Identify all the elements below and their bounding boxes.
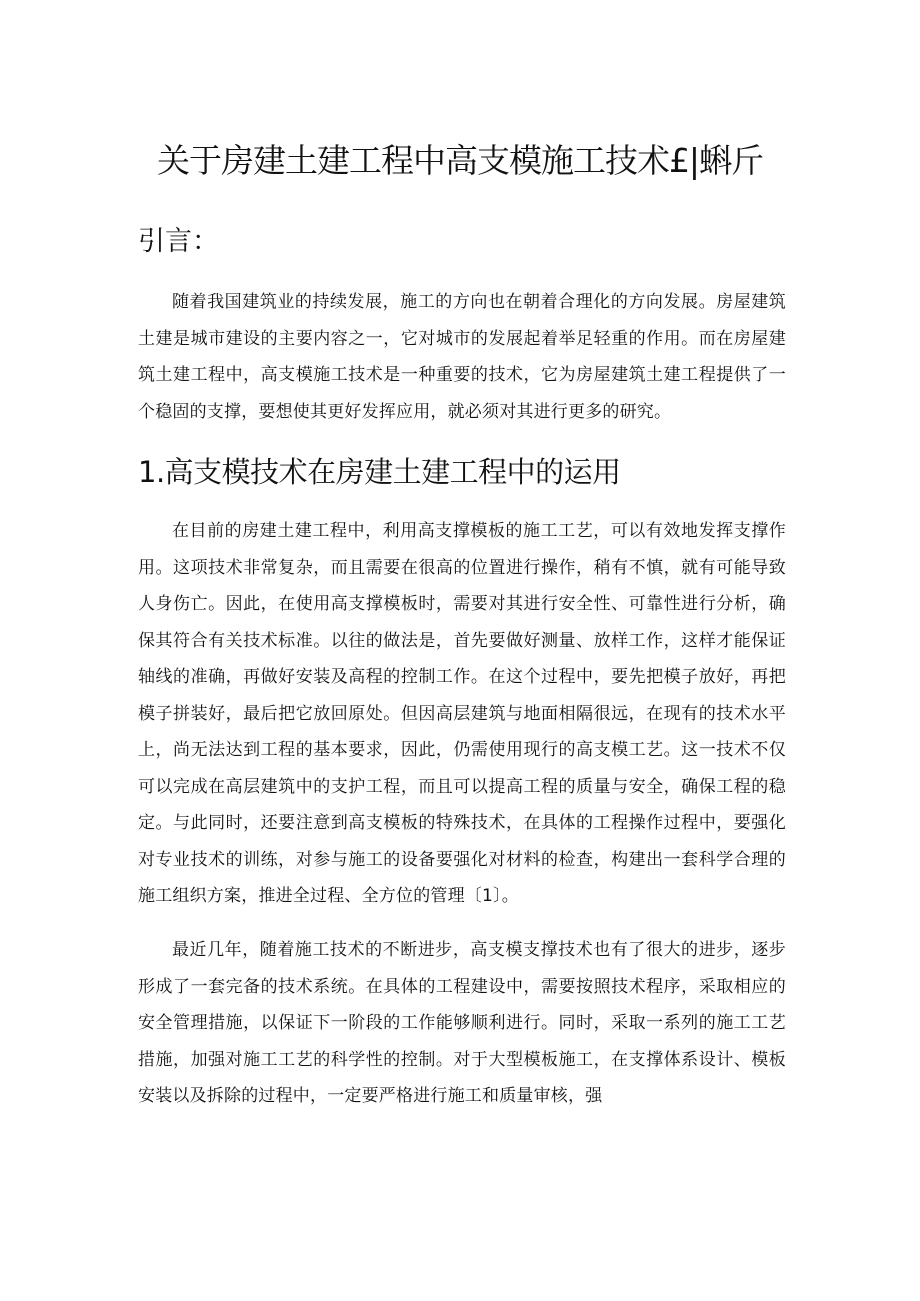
section-1-paragraph-1: 在目前的房建土建工程中，利用高支撑模板的施工工艺，可以有效地发挥支撑作用。这项技术非常复杂，而且需要在很高的位置进行操作，稍有不慎，就有可能导致人身伤亡。因此，在使用高支撑模板时，需要对其进行安全性、可靠性进行分析，确保其符合有关技术标准。以往的做法是，首先要做好测量、放样工作，这样才能保证轴线的准确，再做好安装及高程的控制工作。在这个过程中，要先把模子放好，再把模子拼装好，最后把它放回原处。但因高层建筑与地面相隔很远，在现有的技术水平上，尚无法达到工程的基本要求，因此，仍需使用现行的高支模工艺。这一技术不仅可以完成在高层建筑中的支护工程，而且可以提高工程的质量与安全，确保工程的稳定。与此同时，还要注意到高支模板的特殊技术，在具体的工程操作过程中，要强化对专业技术的训练，对参与施工的设备要强化对材料的检查，构建出一套科学合理的施工组织方案，推进全过程、全方位的管理〔1〕。 <box>138 521 786 906</box>
section-1-paragraph-2: 最近几年，随着施工技术的不断进步，高支模支撑技术也有了很大的进步，逐步形成了一套完备的技术系统。在具体的工程建设中，需要按照技术程序，采取相应的安全管理措施，以保证下一阶段的工作能够顺利进行。同时，采取一系列的施工工艺措施，加强对施工工艺的科学性的控制。对于大型模板施工，在支撑体系设计、模板安装以及拆除的过程中，一定要严格进行施工和质量审核，强 <box>138 940 786 1106</box>
intro-heading: 引言： <box>138 226 219 257</box>
intro-paragraph: 随着我国建筑业的持续发展，施工的方向也在朝着合理化的方向发展。房屋建筑土建是城市建设的主要内容之一，它对城市的发展起着举足轻重的作用。而在房屋建筑土建工程中，高支模施工技术是一种重要的技术，它为房屋建筑土建工程提供了一个稳固的支撑，要想使其更好发挥应用，就必须对其进行更多的研究。 <box>138 292 786 422</box>
section-1-heading: 1.高支模技术在房建土建工程中的运用 <box>138 455 621 489</box>
document-title: 关于房建土建工程中高支模施工技术£|蝌斤 <box>156 141 764 180</box>
